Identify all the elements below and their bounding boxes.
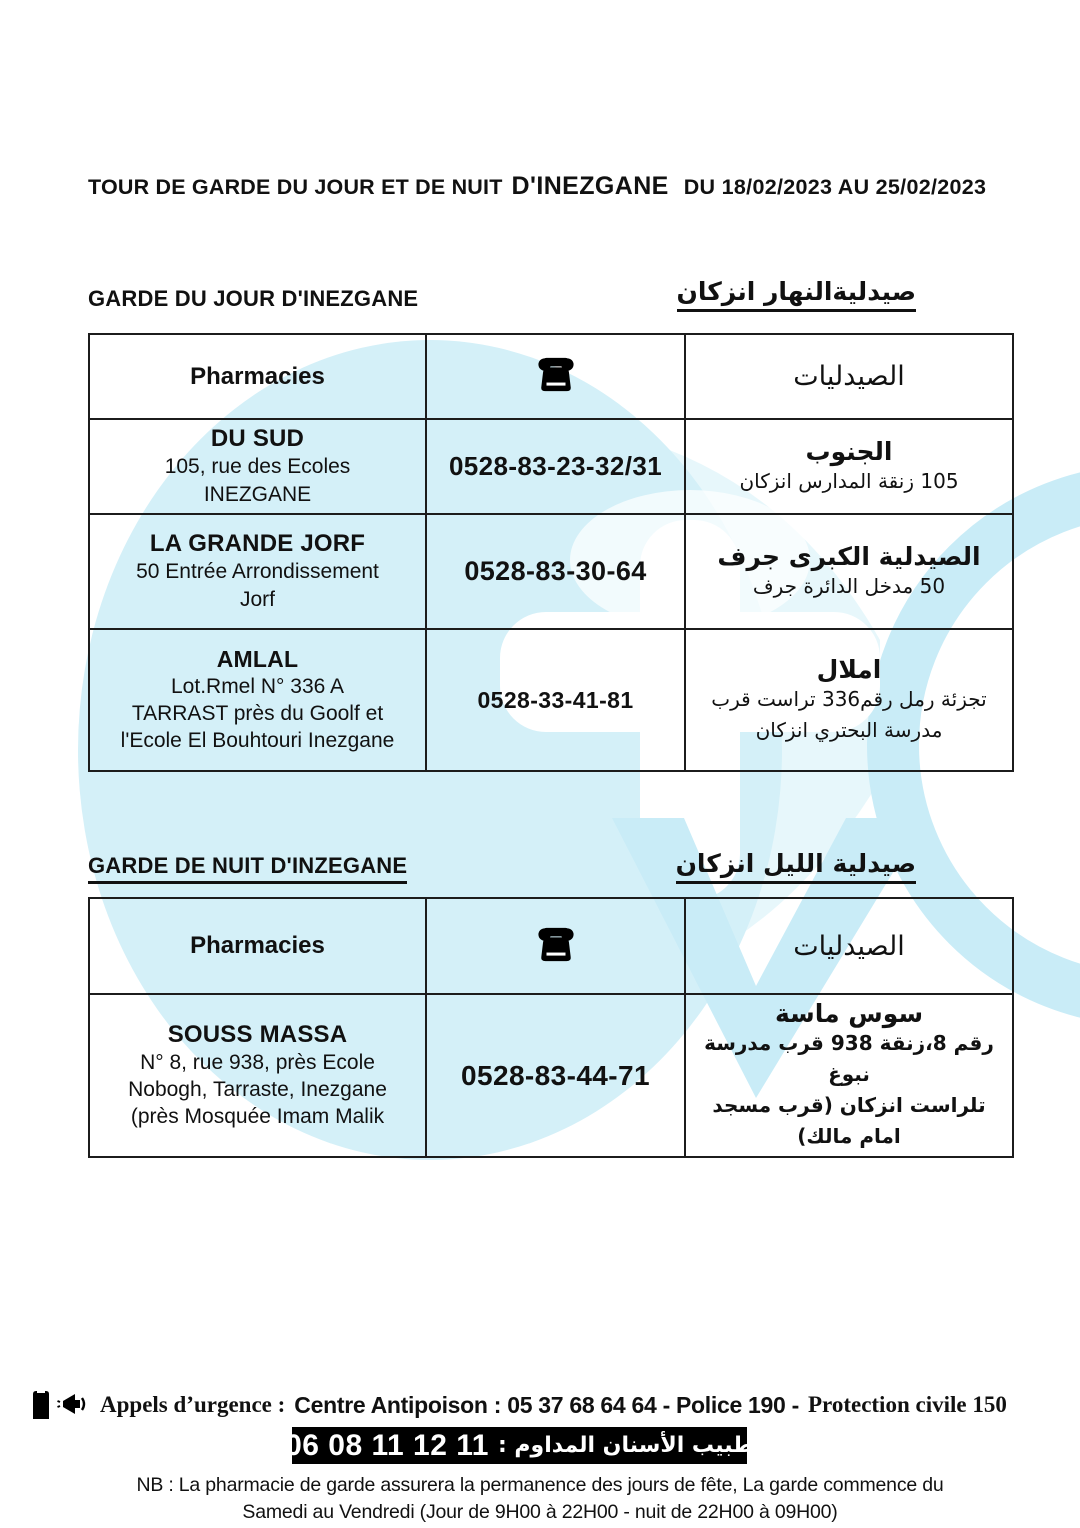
pharmacy-address-line: l'Ecole El Bouhtouri Inezgane <box>120 729 395 753</box>
night-table-header-row <box>89 898 1013 994</box>
phone-cell <box>426 514 685 629</box>
emergency-label: Appels d’urgence : <box>100 1392 286 1417</box>
dentist-phone-number: 06 08 11 12 11 <box>285 1428 489 1462</box>
speaker-icon <box>57 1392 87 1418</box>
night-section-title-fr: GARDE DE NUIT D'INZEGANE <box>88 853 407 884</box>
pharmacies-header-label: Pharmacies <box>190 362 325 390</box>
pharmacy-address-line: 50 Entrée Arrondissement <box>136 560 379 584</box>
pharmacy-address-line: Lot.Rmel N° 336 A <box>171 674 344 698</box>
col-header-pharmacies-ar <box>685 334 1013 419</box>
day-section-title-fr: GARDE DU JOUR D'INEZGANE <box>88 286 419 311</box>
pharmacy-cell-fr <box>89 629 426 771</box>
pharmacy-name: LA GRANDE JORF <box>149 530 366 558</box>
title-city: D'INEZGANE <box>511 172 669 200</box>
phone-cell <box>426 419 685 514</box>
pharmacy-cell-ar <box>685 419 1013 514</box>
pharmacy-address-line-ar: تلراست انزكان (قرب مسجد امام مالك) <box>712 1093 986 1148</box>
emergency-civil-protection: Protection civile 150 <box>807 1392 1007 1417</box>
emergency-numbers: Centre Antipoison : 05 37 68 64 64 - Police 190 - <box>294 1391 799 1418</box>
title-date-range: DU 18/02/2023 AU 25/02/2023 <box>683 175 987 199</box>
pharmacy-address-line: Jorf <box>239 587 275 611</box>
pharmacies-header-label: Pharmacies <box>190 932 325 959</box>
telephone-icon <box>30 1390 52 1420</box>
day-section-title-ar: صيدليةالنهار انزكان <box>677 277 916 312</box>
telephone-icon <box>537 924 575 964</box>
col-header-phone <box>426 334 685 419</box>
pharmacy-cell-ar <box>685 629 1013 771</box>
table-row-amlal <box>89 629 1013 771</box>
pharmacy-name-ar: املال <box>816 654 882 684</box>
night-section-header <box>88 838 916 884</box>
pharmacy-address-line-ar: مدرسة البحتري انزكان <box>755 717 943 742</box>
pharmacy-name-ar: الجنوب <box>805 436 893 466</box>
phone-number: 0528-83-23-32/31 <box>448 451 663 481</box>
phone-cell <box>426 629 685 771</box>
nb-note-line1: NB : La pharmacie de garde assurera la permanence des jours de fête, La garde commence du <box>136 1474 944 1496</box>
pharmacy-address-line: (près Mosquée Imam Malik <box>130 1105 385 1129</box>
phone-cell <box>426 994 685 1157</box>
dentist-label-ar: طبيب الأسنان المداوم : <box>497 1433 754 1458</box>
day-pharmacies-table <box>88 333 1014 772</box>
pharmacy-address-line: Nobogh, Tarraste, Inezgane <box>128 1077 387 1101</box>
pharmacy-address-line-ar: رقم 8،زنقة 938 قرب مدرسة نبوغ <box>704 1031 994 1086</box>
day-table-header-row <box>89 334 1013 419</box>
pharmacy-cell-ar <box>685 994 1013 1157</box>
pharmacy-cell-fr <box>89 994 426 1157</box>
pharmacy-address-line-ar: 105 زنقة المدارس انزكان <box>739 468 959 493</box>
col-header-phone <box>426 898 685 994</box>
pharmacy-address-line-ar: تجزئة رمل رقم336 تراست قرب <box>711 686 987 711</box>
phone-number: 0528-83-44-71 <box>461 1059 650 1091</box>
pharmacy-address-line: 105, rue des Ecoles <box>164 455 351 479</box>
night-pharmacies-table <box>88 897 1014 1158</box>
pharmacy-name: AMLAL <box>216 645 299 672</box>
table-row-souss-massa <box>89 994 1013 1157</box>
col-header-pharmacies <box>89 898 426 994</box>
telephone-icon <box>537 354 575 394</box>
pharmacies-header-label-ar: الصيدليات <box>793 361 905 392</box>
title-prefix: TOUR DE GARDE DU JOUR ET DE NUIT <box>88 175 503 199</box>
pharmacy-cell-fr <box>89 419 426 514</box>
pharmacy-address-line: N° 8, rue 938, près Ecole <box>140 1050 375 1074</box>
pharmacy-name: DU SUD <box>210 425 305 453</box>
pharmacy-name: SOUSS MASSA <box>167 1020 348 1048</box>
table-row-du-sud <box>89 419 1013 514</box>
document-title <box>88 172 1023 201</box>
pharmacy-address-line: INEZGANE <box>203 482 312 506</box>
pharmacy-address-line-ar: 50 مدخل الدائرة جرف <box>752 573 946 598</box>
phone-number: 0528-83-30-64 <box>464 556 647 586</box>
dentist-on-duty-banner <box>285 1427 754 1464</box>
day-section-header <box>88 266 916 312</box>
pharmacy-cell-fr <box>89 514 426 629</box>
nb-note <box>0 1472 1080 1526</box>
table-row-la-grande-jorf <box>89 514 1013 629</box>
pharmacy-address-line: TARRAST près du Goolf et <box>131 701 384 725</box>
col-header-pharmacies <box>89 334 426 419</box>
night-section-title-ar: صيدلية الليل انزكان <box>676 849 916 884</box>
phone-number: 0528-33-41-81 <box>477 686 634 713</box>
emergency-numbers-line <box>30 1390 1052 1420</box>
pharmacy-name-ar: الصيدلية الكبرى جرف <box>717 541 981 571</box>
footer-icons <box>30 1390 87 1420</box>
nb-note-line2: Samedi au Vendredi (Jour de 9H00 à 22H00 - nuit de 22H00 à 09H00) <box>242 1501 838 1523</box>
pharmacy-name-ar: سوس ماسة <box>774 999 924 1028</box>
pharmacy-cell-ar <box>685 514 1013 629</box>
pharmacies-header-label-ar: الصيدليات <box>793 930 905 962</box>
col-header-pharmacies-ar <box>685 898 1013 994</box>
